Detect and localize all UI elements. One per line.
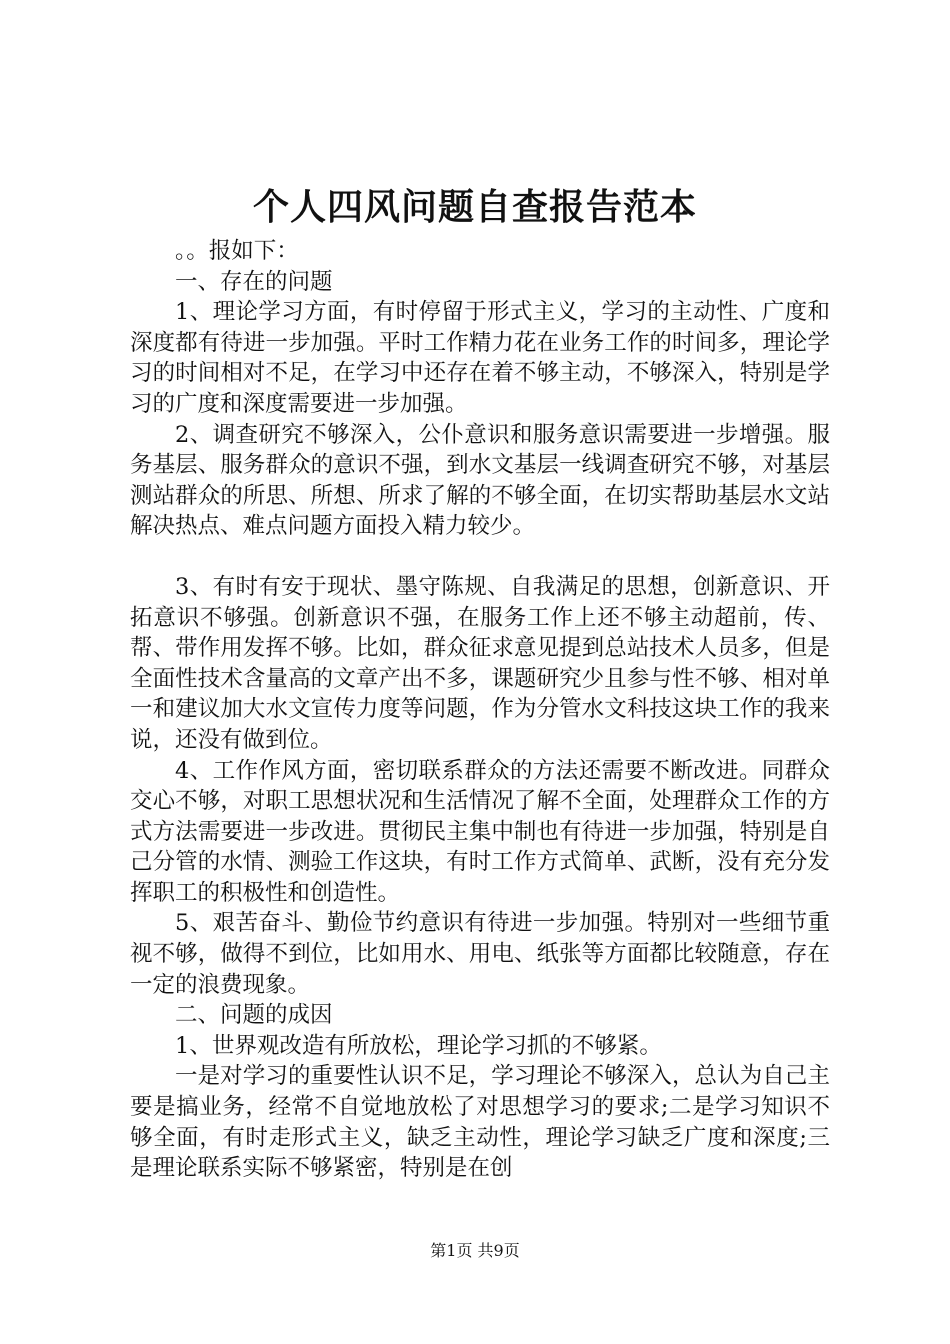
paragraph-problem-5: 5、艰苦奋斗、勤俭节约意识有待进一步加强。特别对一些细节重视不够，做得不到位，比如用水、用电、纸张等方面都比较随意，存在一定的浪费现象。 <box>130 910 830 998</box>
document-title: 个人四风问题自查报告范本 <box>252 186 697 228</box>
paragraph-problem-1: 1、理论学习方面，有时停留于形式主义，学习的主动性、广度和深度都有待进一步加强。平时工作精力花在业务工作的时间多，理论学习的时间相对不足，在学习中还存在着不够主动，不够深入，特别是学习的广度和深度需要进一步加强。 <box>130 299 830 417</box>
paragraph-problem-2: 2、调查研究不够深入，公仆意识和服务意识需要进一步增强。服务基层、服务群众的意识不强，到水文基层一线调查研究不够，对基层测站群众的所思、所想、所求了解的不够全面，在切实帮助基层水文站解决热点、难点问题方面投入精力较少。 <box>130 421 830 540</box>
paragraph-problem-4: 4、工作作风方面，密切联系群众的方法还需要不断改进。同群众交心不够，对职工思想状况和生活情况了解不全面，处理群众工作的方式方法需要进一步改进。贯彻民主集中制也有待进一步加强，特别是自己分管的水情、测验工作这块，有时工作方式简单、武断，没有充分发挥职工的积极性和创造性。 <box>130 757 830 906</box>
document-body <box>130 236 830 1184</box>
paragraph-cause-1-detail: 一是对学习的重要性认识不足，学习理论不够深入，总认为自己主要是搞业务，经常不自觉地放松了对思想学习的要求;二是学习知识不够全面，有时走形式主义，缺乏主动性，理论学习缺乏广度和深度;三是理论联系实际不够紧密，特别是在创 <box>130 1063 830 1182</box>
paragraph-cause-1: 1、世界观改造有所放松，理论学习抓的不够紧。 <box>175 1032 662 1059</box>
page-footer: 第1页 共9页 <box>430 1241 520 1260</box>
paragraph-intro: 。。报如下： <box>175 238 299 264</box>
paragraph-problem-3: 3、有时有安于现状、墨守陈规、自我满足的思想，创新意识、开拓意识不够强。创新意识不强，在服务工作上还不够主动超前，传、帮、带作用发挥不够。比如，群众征求意见提到总站技术人员多，但是全面性技术含量高的文章产出不多，课题研究少且参与性不够、相对单一和建议加大水文宣传力度等问题，作为分管水文科技这块工作的我来说，还没有做到位。 <box>130 573 830 753</box>
section-heading-causes: 二、问题的成因 <box>175 1002 333 1029</box>
section-heading-problems: 一、存在的问题 <box>175 268 333 295</box>
